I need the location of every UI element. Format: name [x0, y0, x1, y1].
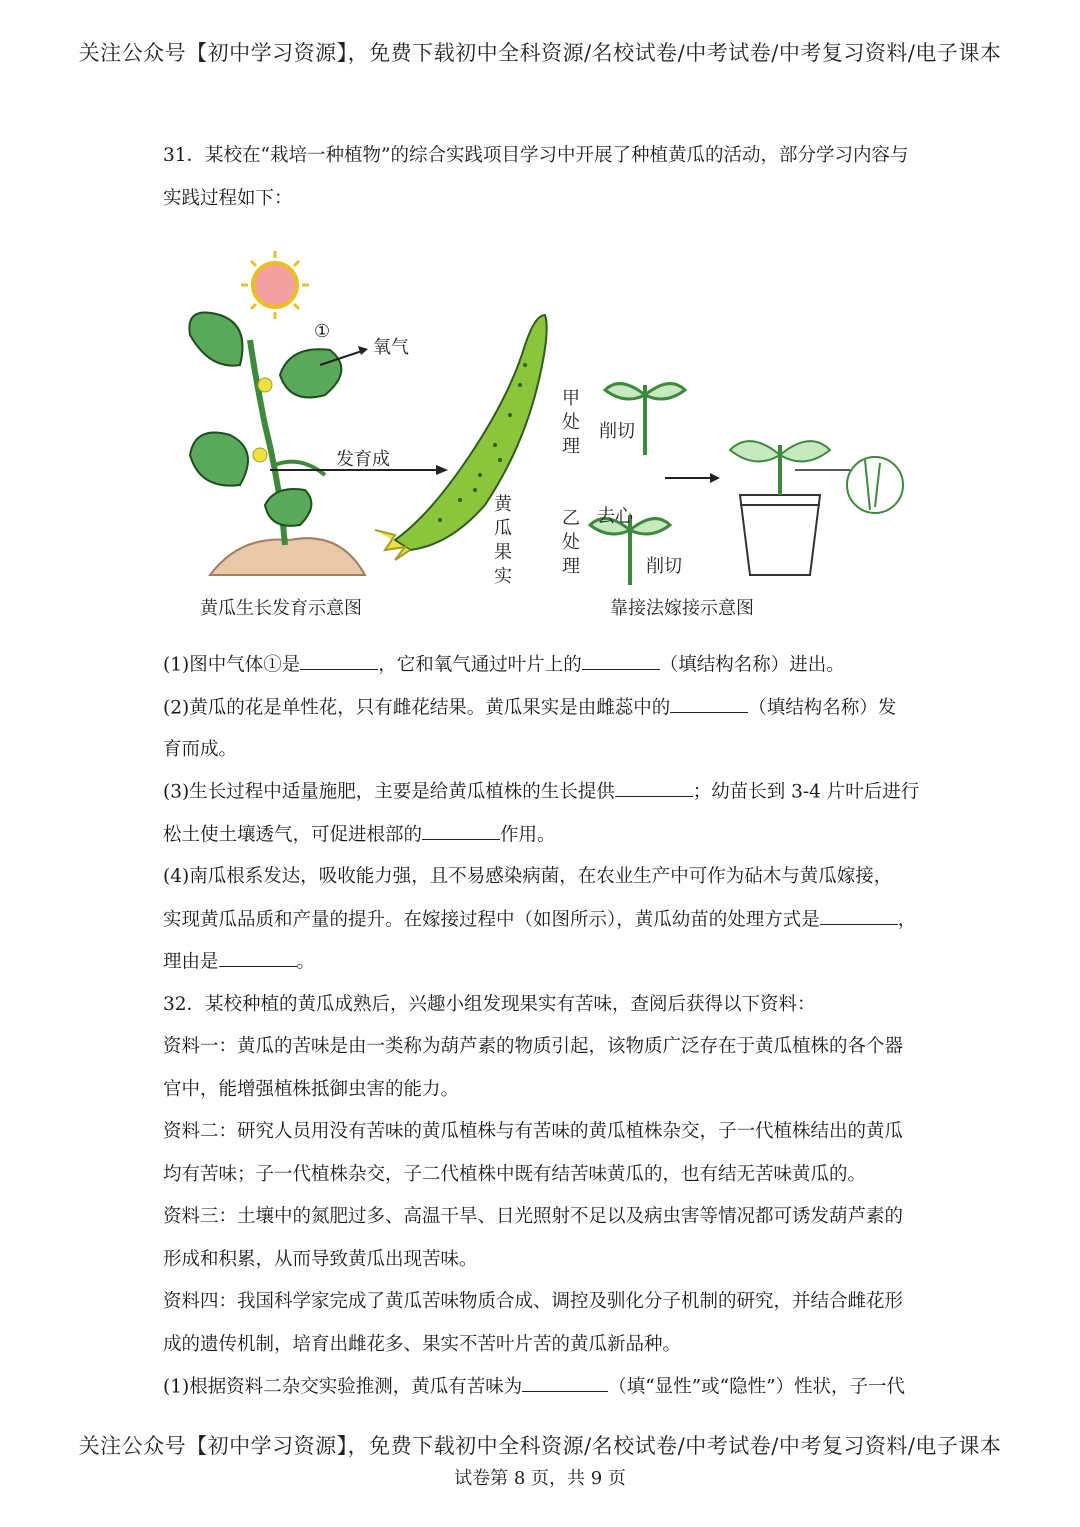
q31-part-4-cont: 实现黄瓜品质和产量的提升。在嫁接过程中（如图所示），黄瓜幼苗的处理方式是 ，: [163, 905, 916, 931]
oxygen-label: 氧气: [373, 337, 409, 358]
pot-icon: [740, 495, 820, 575]
answer-blank[interactable]: [422, 820, 500, 840]
treatment-jia-label: 甲处理: [562, 388, 580, 457]
q32-material-3-cont: 形成和积累，从而导致黄瓜出现苦味。: [163, 1249, 478, 1270]
answer-blank[interactable]: [582, 650, 660, 670]
answer-blank[interactable]: [820, 905, 898, 925]
q32-material-1: 资料一：黄瓜的苦味是由一类称为葫芦素的物质引起，该物质广泛存在于黄瓜植株的各个器: [163, 1036, 904, 1057]
q31-part-3: (3)生长过程中适量施肥，主要是给黄瓜植株的生长提供 ；幼苗长到 3-4 片叶后进行: [163, 777, 919, 803]
q32-intro: 32．某校种植的黄瓜成熟后，兴趣小组发现果实有苦味，查阅后获得以下资料：: [163, 994, 816, 1015]
q31-part-2: (2)黄瓜的花是单性花，只有雌花结果。黄瓜果实是由雌蕊中的 （填结构名称）发: [163, 693, 896, 719]
page-number: 试卷第 8 页，共 9 页: [454, 1468, 626, 1489]
q31-intro-line-2: 实践过程如下：: [163, 188, 293, 209]
sun-icon: [241, 251, 309, 319]
answer-blank[interactable]: [300, 650, 378, 670]
cucumber-figure: [180, 245, 940, 625]
q32-part-1: (1)根据资料二杂交实验推测，黄瓜有苦味为 （填“显性”或“隐性”）性状，子一代: [163, 1372, 905, 1398]
cut-label-1: 削切: [599, 421, 635, 442]
gas-label-1: ①: [314, 321, 331, 342]
cucumber-fruit-label: 黄瓜果实: [494, 494, 512, 587]
q32-material-2-cont: 均有苦味；子一代植株杂交，子二代植株中既有结苦味黄瓜的，也有结无苦味黄瓜的。: [163, 1164, 867, 1185]
answer-blank[interactable]: [615, 777, 693, 797]
answer-blank[interactable]: [522, 1372, 608, 1392]
treatment-yi-label: 乙处理: [562, 508, 580, 577]
footer-promo: 关注公众号【初中学习资源】，免费下载初中全科资源/名校试卷/中考试卷/中考复习资料/电子课本: [78, 1434, 1002, 1458]
develop-label: 发育成: [336, 449, 390, 470]
q31-part-4: (4)南瓜根系发达，吸收能力强，且不易感染病菌，在农业生产中可作为砧木与黄瓜嫁接，: [163, 866, 893, 887]
header-promo: 关注公众号【初中学习资源】，免费下载初中全科资源/名校试卷/中考试卷/中考复习资料/电子课本: [78, 41, 1002, 65]
q32-material-4-cont: 成的遗传机制，培育出雌花多、果实不苦叶片苦的黄瓜新品种。: [163, 1334, 682, 1355]
cut-label-2: 削切: [646, 556, 682, 577]
q31-part-3-cont: 松土使土壤透气，可促进根部的 作用。: [163, 820, 556, 846]
q32-material-2: 资料二：研究人员用没有苦味的黄瓜植株与有苦味的黄瓜植株杂交，子一代植株结出的黄瓜: [163, 1121, 904, 1142]
growth-diagram-caption: 黄瓜生长发育示意图: [200, 598, 362, 619]
q32-material-1-cont: 官中，能增强植株抵御虫害的能力。: [163, 1079, 460, 1100]
q31-intro-line-1: 31．某校在“栽培一种植物”的综合实践项目学习中开展了种植黄瓜的活动，部分学习内容与: [163, 145, 909, 166]
answer-blank[interactable]: [219, 947, 297, 967]
q31-part-2-cont: 育而成。: [163, 739, 238, 760]
remove-heart-label: 去心: [597, 506, 633, 527]
q31-part-1: (1)图中气体①是 ，它和氧气通过叶片上的 （填结构名称）进出。: [163, 650, 845, 676]
grafting-diagram-caption: 靠接法嫁接示意图: [610, 598, 754, 619]
answer-blank[interactable]: [670, 693, 748, 713]
q32-material-3: 资料三：土壤中的氮肥过多、高温干旱、日光照射不足以及病虫害等情况都可诱发葫芦素的: [163, 1206, 904, 1227]
q31-part-4-reason: 理由是 。: [163, 947, 315, 973]
figure-illustration: [180, 245, 940, 625]
q32-material-4: 资料四：我国科学家完成了黄瓜苦味物质合成、调控及驯化分子机制的研究，并结合雌花形: [163, 1291, 904, 1312]
